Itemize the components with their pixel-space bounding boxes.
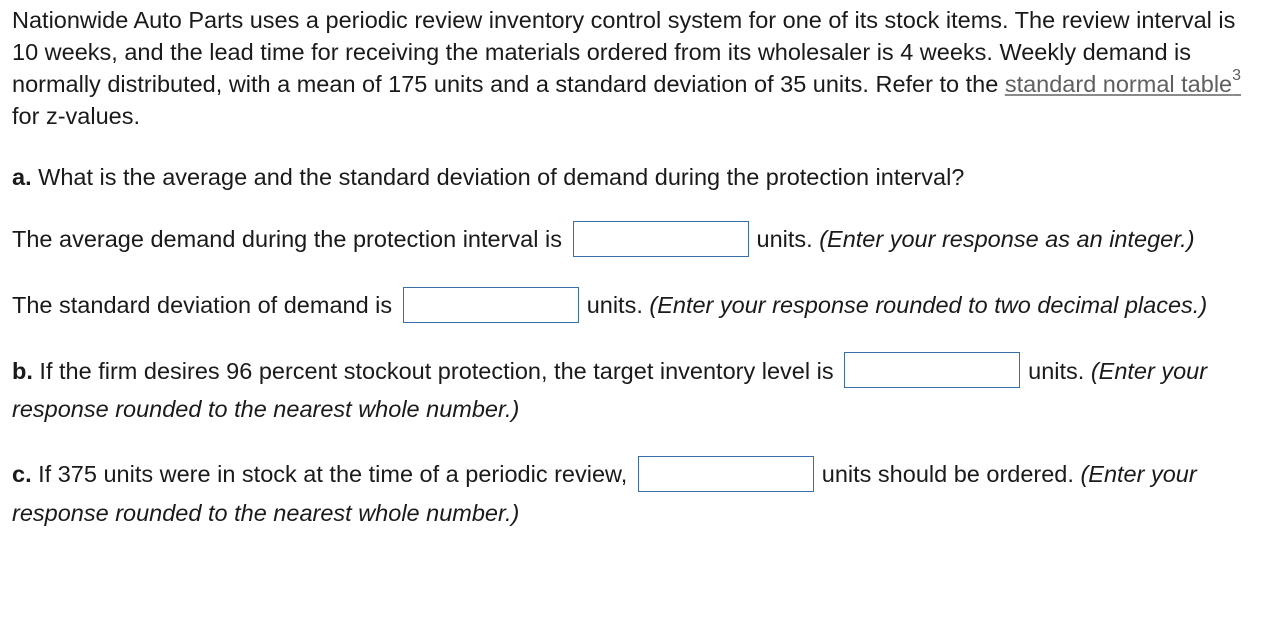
target-inventory-input[interactable] <box>844 352 1020 388</box>
part-c-unit: units should be ordered. <box>821 461 1081 488</box>
average-demand-row <box>12 220 1255 259</box>
std-deviation-row <box>12 286 1255 325</box>
part-a-text: What is the average and the standard deviation of demand during the protection interval? <box>31 164 965 190</box>
intro-text-end: for z-values. <box>12 103 140 129</box>
part-c-label: c. <box>12 461 32 488</box>
part-a-label: a. <box>12 164 32 190</box>
part-c-row <box>12 455 1255 532</box>
part-b-hint: (Enter your response rounded to the nearest whole number.) <box>12 357 1208 423</box>
order-quantity-input[interactable] <box>638 456 814 492</box>
problem-statement <box>12 4 1255 132</box>
std-deviation-hint: (Enter your response rounded to two decimal places.) <box>649 291 1208 318</box>
std-deviation-prompt: The standard deviation of demand is <box>12 291 399 318</box>
average-demand-hint: (Enter your response as an integer.) <box>819 226 1195 252</box>
part-c-hint: (Enter your response rounded to the nearest whole number.) <box>12 461 1197 527</box>
standard-normal-table-link[interactable] <box>1004 67 1242 97</box>
part-b-label: b. <box>12 357 33 384</box>
std-deviation-input[interactable] <box>403 287 579 323</box>
intro-text: Nationwide Auto Parts uses a periodic review inventory control system for one of its stock items. The review interval is 10 weeks, and the lead time for receiving the materials ordered from its wholesaler is 4 weeks. Weekly demand is normally distributed, with a mean of 175 units and a standard deviation of 35 units. Refer to the <box>12 7 1236 97</box>
link-text[interactable]: standard normal table <box>1004 71 1233 97</box>
std-deviation-unit: units. <box>586 291 650 318</box>
average-demand-input[interactable] <box>573 221 749 257</box>
part-b-row <box>12 352 1255 429</box>
average-demand-unit: units. <box>756 226 820 252</box>
part-b-unit: units. <box>1028 357 1091 384</box>
part-b-prompt: If the firm desires 96 percent stockout protection, the target inventory level is <box>32 357 841 384</box>
part-c-prompt: If 375 units were in stock at the time of a periodic review, <box>31 461 634 488</box>
part-a-question <box>12 158 1255 196</box>
average-demand-prompt: The average demand during the protection interval is <box>12 226 569 252</box>
link-superscript[interactable]: 3 <box>1232 67 1242 85</box>
